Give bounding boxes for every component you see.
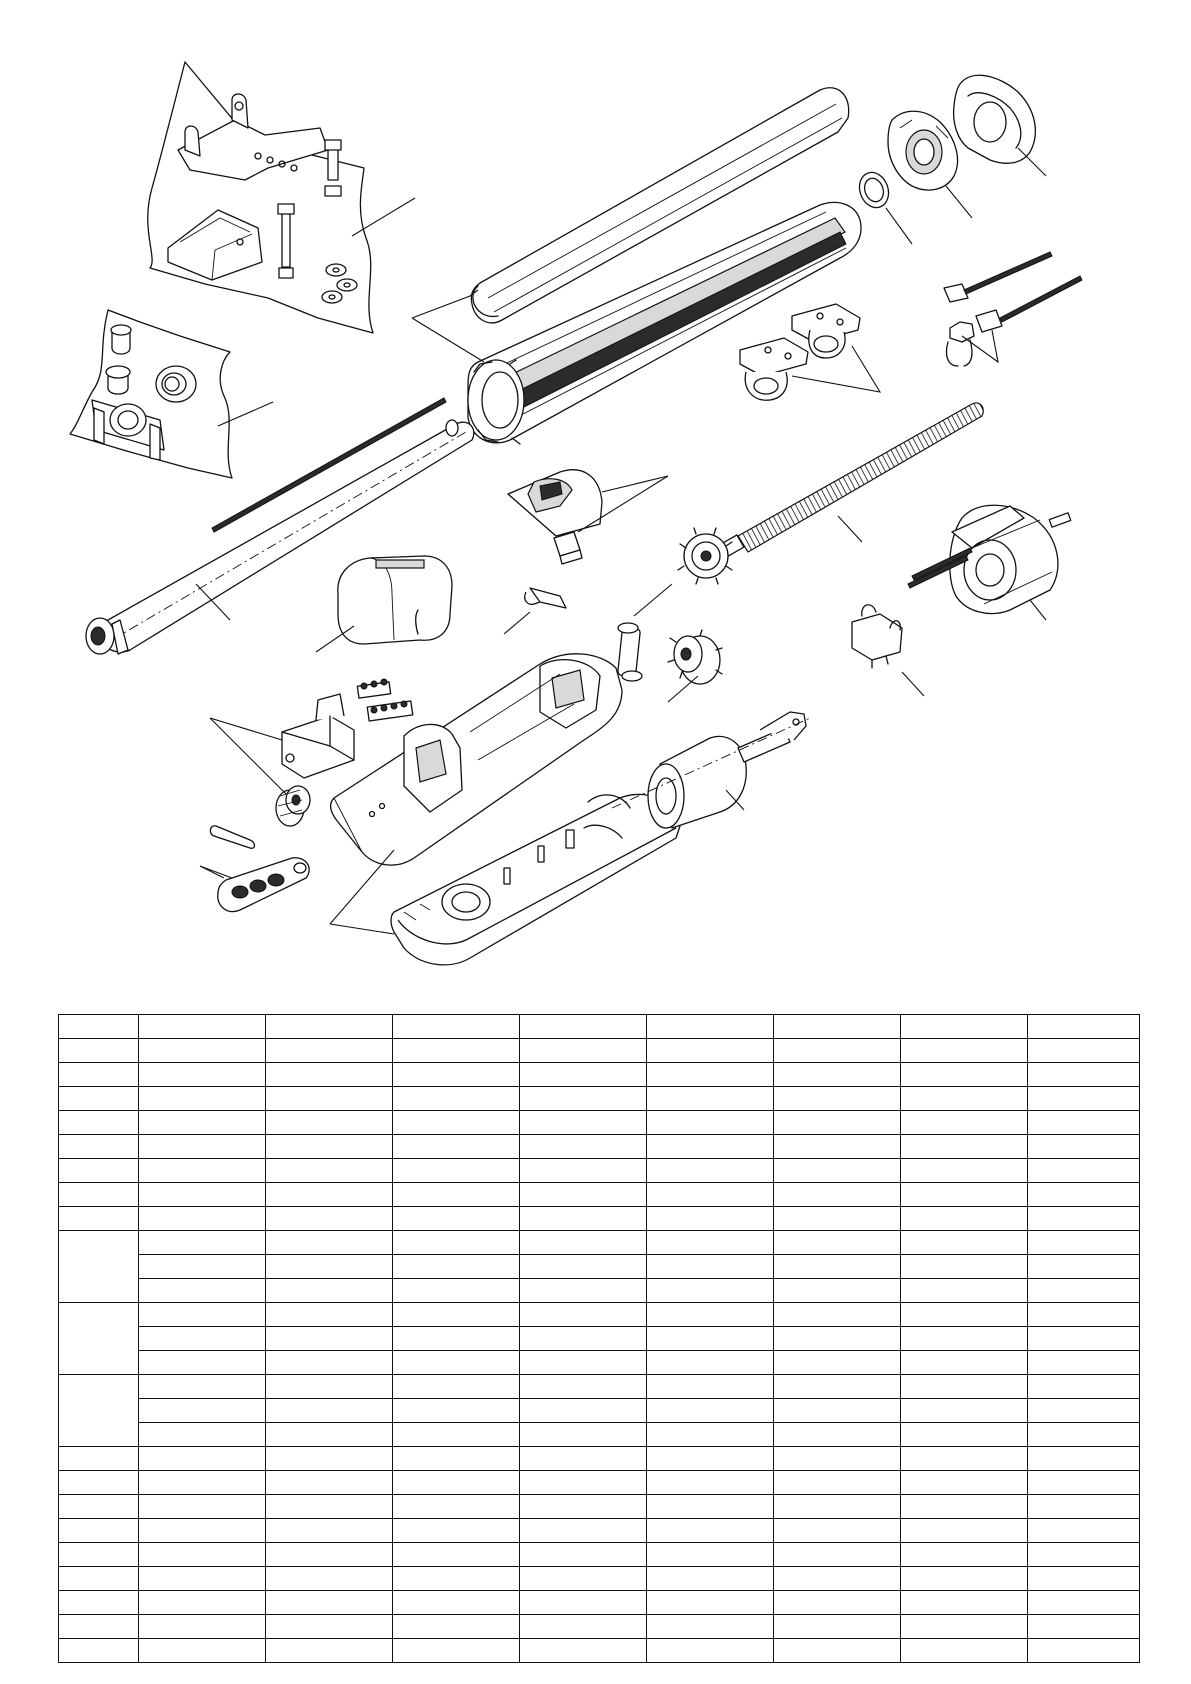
table-cell: [774, 1327, 901, 1351]
table-cell: [647, 1543, 774, 1567]
table-cell: [647, 1327, 774, 1351]
table-cell: [520, 1495, 647, 1519]
table-cell: [520, 1207, 647, 1231]
table-cell: [1028, 1207, 1140, 1231]
table-cell: [393, 1063, 520, 1087]
table-cell: [520, 1015, 647, 1039]
table-cell: [393, 1327, 520, 1351]
table-cell: [266, 1231, 393, 1255]
table-row: [59, 1207, 1140, 1231]
table-row: [59, 1615, 1140, 1639]
table-cell: [1028, 1111, 1140, 1135]
table-cell: [59, 1063, 139, 1087]
table-cell: [266, 1399, 393, 1423]
table-cell: [1028, 1399, 1140, 1423]
table-cell: [901, 1519, 1028, 1543]
table-cell: [393, 1399, 520, 1423]
cable-gland-kit-inset: [70, 310, 273, 478]
table-cell: [520, 1039, 647, 1063]
table-cell: [901, 1471, 1028, 1495]
table-cell: [647, 1519, 774, 1543]
table-cell: [59, 1615, 139, 1639]
table-cell: [1028, 1567, 1140, 1591]
table-cell: [266, 1351, 393, 1375]
table-cell: [774, 1279, 901, 1303]
table-cell: [647, 1015, 774, 1039]
table-cell: [647, 1423, 774, 1447]
table-cell: [139, 1135, 266, 1159]
table-cell: [647, 1303, 774, 1327]
table-cell: [393, 1255, 520, 1279]
washer-icon: [322, 264, 357, 303]
table-cell: [59, 1471, 139, 1495]
table-cell: [59, 1039, 139, 1063]
table-cell: [393, 1039, 520, 1063]
table-cell: [774, 1231, 901, 1255]
table-cell: [774, 1543, 901, 1567]
table-cell: [59, 1303, 139, 1375]
table-cell: [393, 1231, 520, 1255]
table-cell: [774, 1423, 901, 1447]
table-cell: [266, 1255, 393, 1279]
table-cell: [1028, 1159, 1140, 1183]
table-row: [59, 1375, 1140, 1399]
table-cell: [139, 1039, 266, 1063]
table-cell: [901, 1327, 1028, 1351]
table-cell: [901, 1207, 1028, 1231]
table-cell: [393, 1111, 520, 1135]
table-cell: [139, 1447, 266, 1471]
table-cell: [520, 1471, 647, 1495]
table-row: [59, 1063, 1140, 1087]
table-cell: [901, 1351, 1028, 1375]
table-cell: [59, 1375, 139, 1447]
table-cell: [266, 1039, 393, 1063]
table-cell: [901, 1495, 1028, 1519]
table-cell: [520, 1567, 647, 1591]
table-cell: [393, 1495, 520, 1519]
table-row: [59, 1471, 1140, 1495]
table-row: [59, 1327, 1140, 1351]
table-cell: [266, 1543, 393, 1567]
table-cell: [266, 1591, 393, 1615]
motor-clamp-brackets: [740, 304, 880, 400]
table-cell: [139, 1231, 266, 1255]
table-cell: [393, 1207, 520, 1231]
table-cell: [1028, 1495, 1140, 1519]
bracket-base-icon: [168, 210, 262, 280]
table-cell: [647, 1135, 774, 1159]
table-cell: [901, 1135, 1028, 1159]
grommet-icon: [156, 366, 196, 402]
bracket-kit-inset: [148, 62, 415, 333]
table-cell: [647, 1567, 774, 1591]
table-cell: [774, 1159, 901, 1183]
table-cell: [266, 1015, 393, 1039]
table-cell: [393, 1135, 520, 1159]
table-cell: [1028, 1519, 1140, 1543]
table-cell: [901, 1567, 1028, 1591]
table-row: [59, 1567, 1140, 1591]
table-cell: [139, 1471, 266, 1495]
table-row: [59, 1015, 1140, 1039]
table-cell: [901, 1303, 1028, 1327]
table-cell: [520, 1159, 647, 1183]
table-cell: [901, 1447, 1028, 1471]
table-cell: [647, 1255, 774, 1279]
table-cell: [774, 1255, 901, 1279]
table-cell: [59, 1591, 139, 1615]
gear-wheel: [668, 630, 722, 702]
table-cell: [774, 1375, 901, 1399]
table-cell: [59, 1135, 139, 1159]
table-cell: [393, 1375, 520, 1399]
table-cell: [647, 1039, 774, 1063]
table-cell: [774, 1519, 901, 1543]
table-cell: [647, 1447, 774, 1471]
table-cell: [1028, 1327, 1140, 1351]
table-cell: [520, 1303, 647, 1327]
table-row: [59, 1231, 1140, 1255]
table-cell: [139, 1303, 266, 1327]
table-cell: [520, 1231, 647, 1255]
table-cell: [774, 1471, 901, 1495]
table-cell: [393, 1351, 520, 1375]
table-row: [59, 1543, 1140, 1567]
table-cell: [1028, 1039, 1140, 1063]
table-cell: [901, 1015, 1028, 1039]
table-cell: [1028, 1279, 1140, 1303]
table-cell: [139, 1639, 266, 1663]
table-cell: [139, 1567, 266, 1591]
table-cell: [901, 1639, 1028, 1663]
table-cell: [266, 1327, 393, 1351]
table-cell: [266, 1063, 393, 1087]
table-cell: [647, 1495, 774, 1519]
table-cell: [647, 1207, 774, 1231]
table-cell: [901, 1399, 1028, 1423]
table-cell: [647, 1063, 774, 1087]
release-lever: [504, 588, 566, 634]
table-cell: [774, 1399, 901, 1423]
table-cell: [774, 1135, 901, 1159]
table-cell: [59, 1207, 139, 1231]
table-row: [59, 1351, 1140, 1375]
table-cell: [647, 1591, 774, 1615]
table-cell: [393, 1639, 520, 1663]
table-cell: [901, 1183, 1028, 1207]
table-cell: [59, 1183, 139, 1207]
table-cell: [266, 1159, 393, 1183]
table-cell: [774, 1639, 901, 1663]
table-cell: [1028, 1135, 1140, 1159]
table-cell: [1028, 1255, 1140, 1279]
terminal-blocks: [357, 679, 412, 721]
table-cell: [774, 1495, 901, 1519]
table-cell: [774, 1567, 901, 1591]
table-cell: [647, 1615, 774, 1639]
table-cell: [901, 1039, 1028, 1063]
table-cell: [59, 1639, 139, 1663]
table-cell: [1028, 1015, 1140, 1039]
table-cell: [520, 1399, 647, 1423]
table-cell: [520, 1351, 647, 1375]
thermal-cutout: [852, 605, 924, 696]
table-cell: [266, 1135, 393, 1159]
table-cell: [520, 1591, 647, 1615]
table-cell: [1028, 1639, 1140, 1663]
table-cell: [774, 1447, 901, 1471]
table-cell: [774, 1087, 901, 1111]
table-cell: [266, 1303, 393, 1327]
table-cell: [139, 1495, 266, 1519]
table-cell: [520, 1423, 647, 1447]
table-cell: [901, 1063, 1028, 1087]
bushing-icon: [106, 325, 131, 394]
table-row: [59, 1111, 1140, 1135]
table-cell: [266, 1519, 393, 1543]
table-cell: [647, 1111, 774, 1135]
table-row: [59, 1399, 1140, 1423]
table-cell: [139, 1111, 266, 1135]
table-row: [59, 1183, 1140, 1207]
table-cell: [647, 1183, 774, 1207]
front-attachment: [200, 858, 309, 912]
table-cell: [139, 1591, 266, 1615]
table-cell: [139, 1615, 266, 1639]
table-row: [59, 1447, 1140, 1471]
table-row: [59, 1639, 1140, 1663]
table-cell: [1028, 1543, 1140, 1567]
table-cell: [59, 1447, 139, 1471]
table-cell: [139, 1399, 266, 1423]
table-cell: [393, 1303, 520, 1327]
table-cell: [139, 1423, 266, 1447]
table-cell: [139, 1015, 266, 1039]
encoder-motor: [908, 505, 1071, 620]
table-cell: [1028, 1615, 1140, 1639]
table-cell: [139, 1327, 266, 1351]
table-cell: [139, 1279, 266, 1303]
table-cell: [393, 1183, 520, 1207]
table-cell: [774, 1015, 901, 1039]
table-cell: [520, 1087, 647, 1111]
table-cell: [774, 1303, 901, 1327]
table-cell: [266, 1183, 393, 1207]
table-cell: [393, 1471, 520, 1495]
table-cell: [139, 1159, 266, 1183]
table-row: [59, 1135, 1140, 1159]
table-cell: [1028, 1375, 1140, 1399]
table-cell: [59, 1087, 139, 1111]
bracket-plate-icon: [178, 94, 328, 180]
table-cell: [774, 1615, 901, 1639]
table-cell: [774, 1591, 901, 1615]
table-cell: [774, 1063, 901, 1087]
table-cell: [901, 1375, 1028, 1399]
table-cell: [266, 1279, 393, 1303]
table-cell: [901, 1087, 1028, 1111]
table-cell: [774, 1207, 901, 1231]
table-cell: [901, 1255, 1028, 1279]
table-row: [59, 1159, 1140, 1183]
table-cell: [393, 1447, 520, 1471]
table-cell: [647, 1375, 774, 1399]
table-row: [59, 1303, 1140, 1327]
table-cell: [266, 1615, 393, 1639]
table-cell: [520, 1279, 647, 1303]
table-cell: [266, 1207, 393, 1231]
table-cell: [139, 1207, 266, 1231]
table-cell: [266, 1087, 393, 1111]
table-cell: [520, 1135, 647, 1159]
table-cell: [520, 1063, 647, 1087]
table-row: [59, 1279, 1140, 1303]
table-cell: [520, 1327, 647, 1351]
table-cell: [647, 1471, 774, 1495]
table-cell: [1028, 1087, 1140, 1111]
table-cell: [901, 1543, 1028, 1567]
table-cell: [1028, 1183, 1140, 1207]
table-cell: [266, 1375, 393, 1399]
table-cell: [59, 1543, 139, 1567]
table-cell: [647, 1351, 774, 1375]
table-cell: [59, 1159, 139, 1183]
table-cell: [647, 1231, 774, 1255]
table-cell: [393, 1279, 520, 1303]
table-cell: [520, 1543, 647, 1567]
table-cell: [393, 1519, 520, 1543]
table-cell: [266, 1639, 393, 1663]
table-cell: [774, 1183, 901, 1207]
table-cell: [139, 1255, 266, 1279]
table-row: [59, 1087, 1140, 1111]
table-cell: [1028, 1471, 1140, 1495]
table-cell: [139, 1543, 266, 1567]
table-cell: [393, 1423, 520, 1447]
end-cap: [954, 75, 1046, 176]
table-cell: [520, 1183, 647, 1207]
table-cell: [139, 1375, 266, 1399]
table-cell: [393, 1087, 520, 1111]
table-cell: [266, 1423, 393, 1447]
parts-list-table: [58, 1014, 1140, 1663]
table-cell: [647, 1087, 774, 1111]
table-row: [59, 1591, 1140, 1615]
table-cell: [520, 1519, 647, 1543]
table-cell: [139, 1519, 266, 1543]
table-cell: [774, 1111, 901, 1135]
table-cell: [59, 1231, 139, 1303]
table-row: [59, 1495, 1140, 1519]
table-cell: [520, 1255, 647, 1279]
table-cell: [1028, 1447, 1140, 1471]
table-cell: [59, 1495, 139, 1519]
junction-box: [210, 694, 354, 778]
table-cell: [901, 1591, 1028, 1615]
table-cell: [139, 1183, 266, 1207]
table-cell: [520, 1615, 647, 1639]
limit-switch-assembly: [944, 252, 1082, 366]
table-cell: [266, 1111, 393, 1135]
table-cell: [647, 1279, 774, 1303]
table-cell: [901, 1615, 1028, 1639]
table-row: [59, 1039, 1140, 1063]
table-cell: [393, 1567, 520, 1591]
table-cell: [266, 1567, 393, 1591]
pin: [200, 826, 255, 878]
worm-gear-icon: [678, 528, 732, 584]
table-cell: [59, 1015, 139, 1039]
table-cell: [647, 1639, 774, 1663]
table-row: [59, 1423, 1140, 1447]
table-cell: [901, 1111, 1028, 1135]
table-row: [59, 1255, 1140, 1279]
table-cell: [393, 1591, 520, 1615]
table-cell: [1028, 1303, 1140, 1327]
table-cell: [59, 1519, 139, 1543]
table-cell: [59, 1567, 139, 1591]
table-cell: [139, 1087, 266, 1111]
cover-cap: [316, 556, 452, 652]
table-cell: [59, 1111, 139, 1135]
table-cell: [901, 1231, 1028, 1255]
table-cell: [520, 1447, 647, 1471]
table-cell: [266, 1471, 393, 1495]
table-cell: [1028, 1231, 1140, 1255]
table-cell: [901, 1159, 1028, 1183]
table-cell: [266, 1495, 393, 1519]
table-cell: [1028, 1591, 1140, 1615]
table-cell: [901, 1279, 1028, 1303]
table-cell: [774, 1351, 901, 1375]
capacitor: [618, 584, 672, 681]
worm-screw: [678, 403, 983, 584]
table-cell: [393, 1159, 520, 1183]
table-cell: [393, 1543, 520, 1567]
table-cell: [139, 1351, 266, 1375]
table-cell: [139, 1063, 266, 1087]
table-cell: [1028, 1351, 1140, 1375]
table-cell: [520, 1639, 647, 1663]
table-cell: [1028, 1063, 1140, 1087]
table-cell: [520, 1375, 647, 1399]
table-cell: [647, 1399, 774, 1423]
table-cell: [393, 1015, 520, 1039]
parts-table-body: [59, 1015, 1140, 1663]
table-cell: [647, 1159, 774, 1183]
table-cell: [1028, 1423, 1140, 1447]
table-cell: [266, 1447, 393, 1471]
table-cell: [901, 1423, 1028, 1447]
table-cell: [520, 1111, 647, 1135]
table-cell: [393, 1615, 520, 1639]
table-cell: [774, 1039, 901, 1063]
table-row: [59, 1519, 1140, 1543]
